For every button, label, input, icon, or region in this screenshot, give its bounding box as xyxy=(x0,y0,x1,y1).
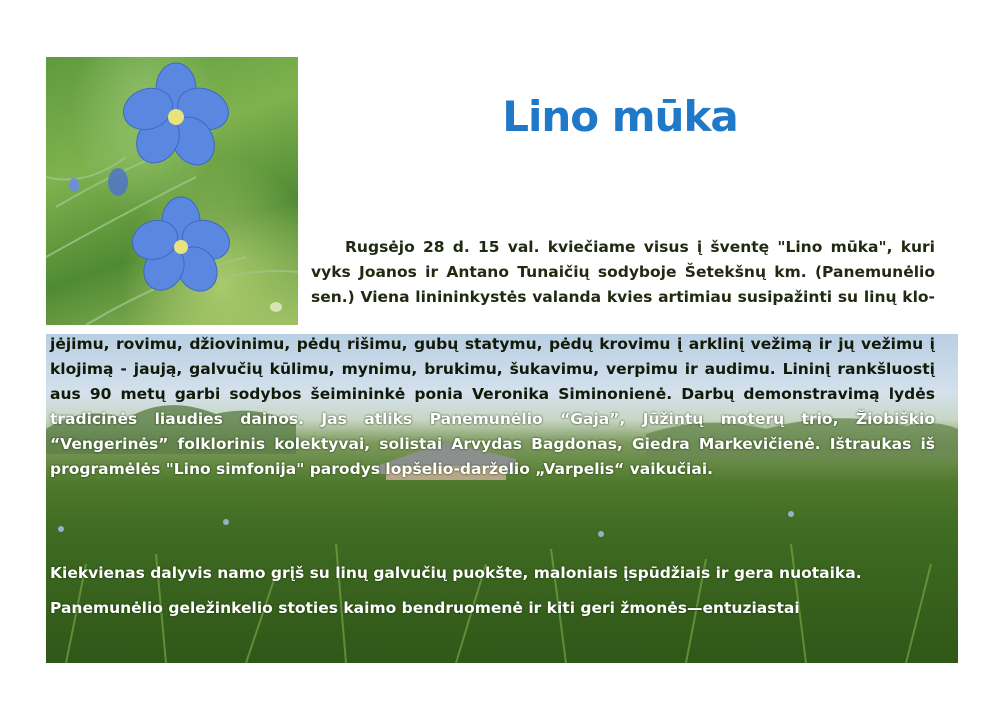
intro-line-1: Rugsėjo 28 d. 15 val. kviečiame visus į šventę "Lino mūka", kuri xyxy=(345,238,935,256)
intro-paragraph xyxy=(311,235,935,310)
page-title: Lino mūka xyxy=(502,92,738,141)
intro-line-3: sen.) Viena linininkystės valanda kvies artimiau susipažinti su linų klo- xyxy=(311,288,935,306)
intro-line-2: vyks Joanos ir Antano Tunaičių sodyboje Šetekšnų km. (Panemunėlio xyxy=(311,263,935,281)
body-paragraph xyxy=(50,332,935,482)
body-line-3: aus 90 metų garbi sodybos šeimininkė ponia Veronika Siminonienė. Darbų demonstravimą lydės xyxy=(50,385,935,403)
closing-sentence: Kiekvienas dalyvis namo grįš su linų galvučių puokšte, maloniais įspūdžiais ir gera nuotaika. xyxy=(50,564,862,582)
body-line-2: klojimą - jaują, galvučių kūlimu, mynimu, brukimu, šukavimu, verpimu ir audimu. Lininį rankšluostį xyxy=(50,360,935,378)
flax-flower-photo xyxy=(46,57,298,325)
body-line-5: “Vengerinės” folklorinis kolektyvai, solistai Arvydas Bagdonas, Giedra Markevičienė. Ištraukas iš xyxy=(50,435,935,453)
body-line-4: tradicinės liaudies dainos. Jas atliks Panemunėlio “Gaja”, Jūžintų moterų trio, Žiobiškio xyxy=(50,410,935,428)
body-line-6: programėlės "Lino simfonija" parodys lopšelio-darželio „Varpelis“ vaikučiai. xyxy=(50,460,714,478)
organizers-signature: Panemunėlio geležinkelio stoties kaimo bendruomenė ir kiti geri žmonės—entuziastai xyxy=(50,599,800,617)
body-line-1: jėjimu, rovimu, džiovinimu, pėdų rišimu, gubų statymu, pėdų krovimu į arklinį vežimą ir jų vežimu į xyxy=(50,335,935,353)
